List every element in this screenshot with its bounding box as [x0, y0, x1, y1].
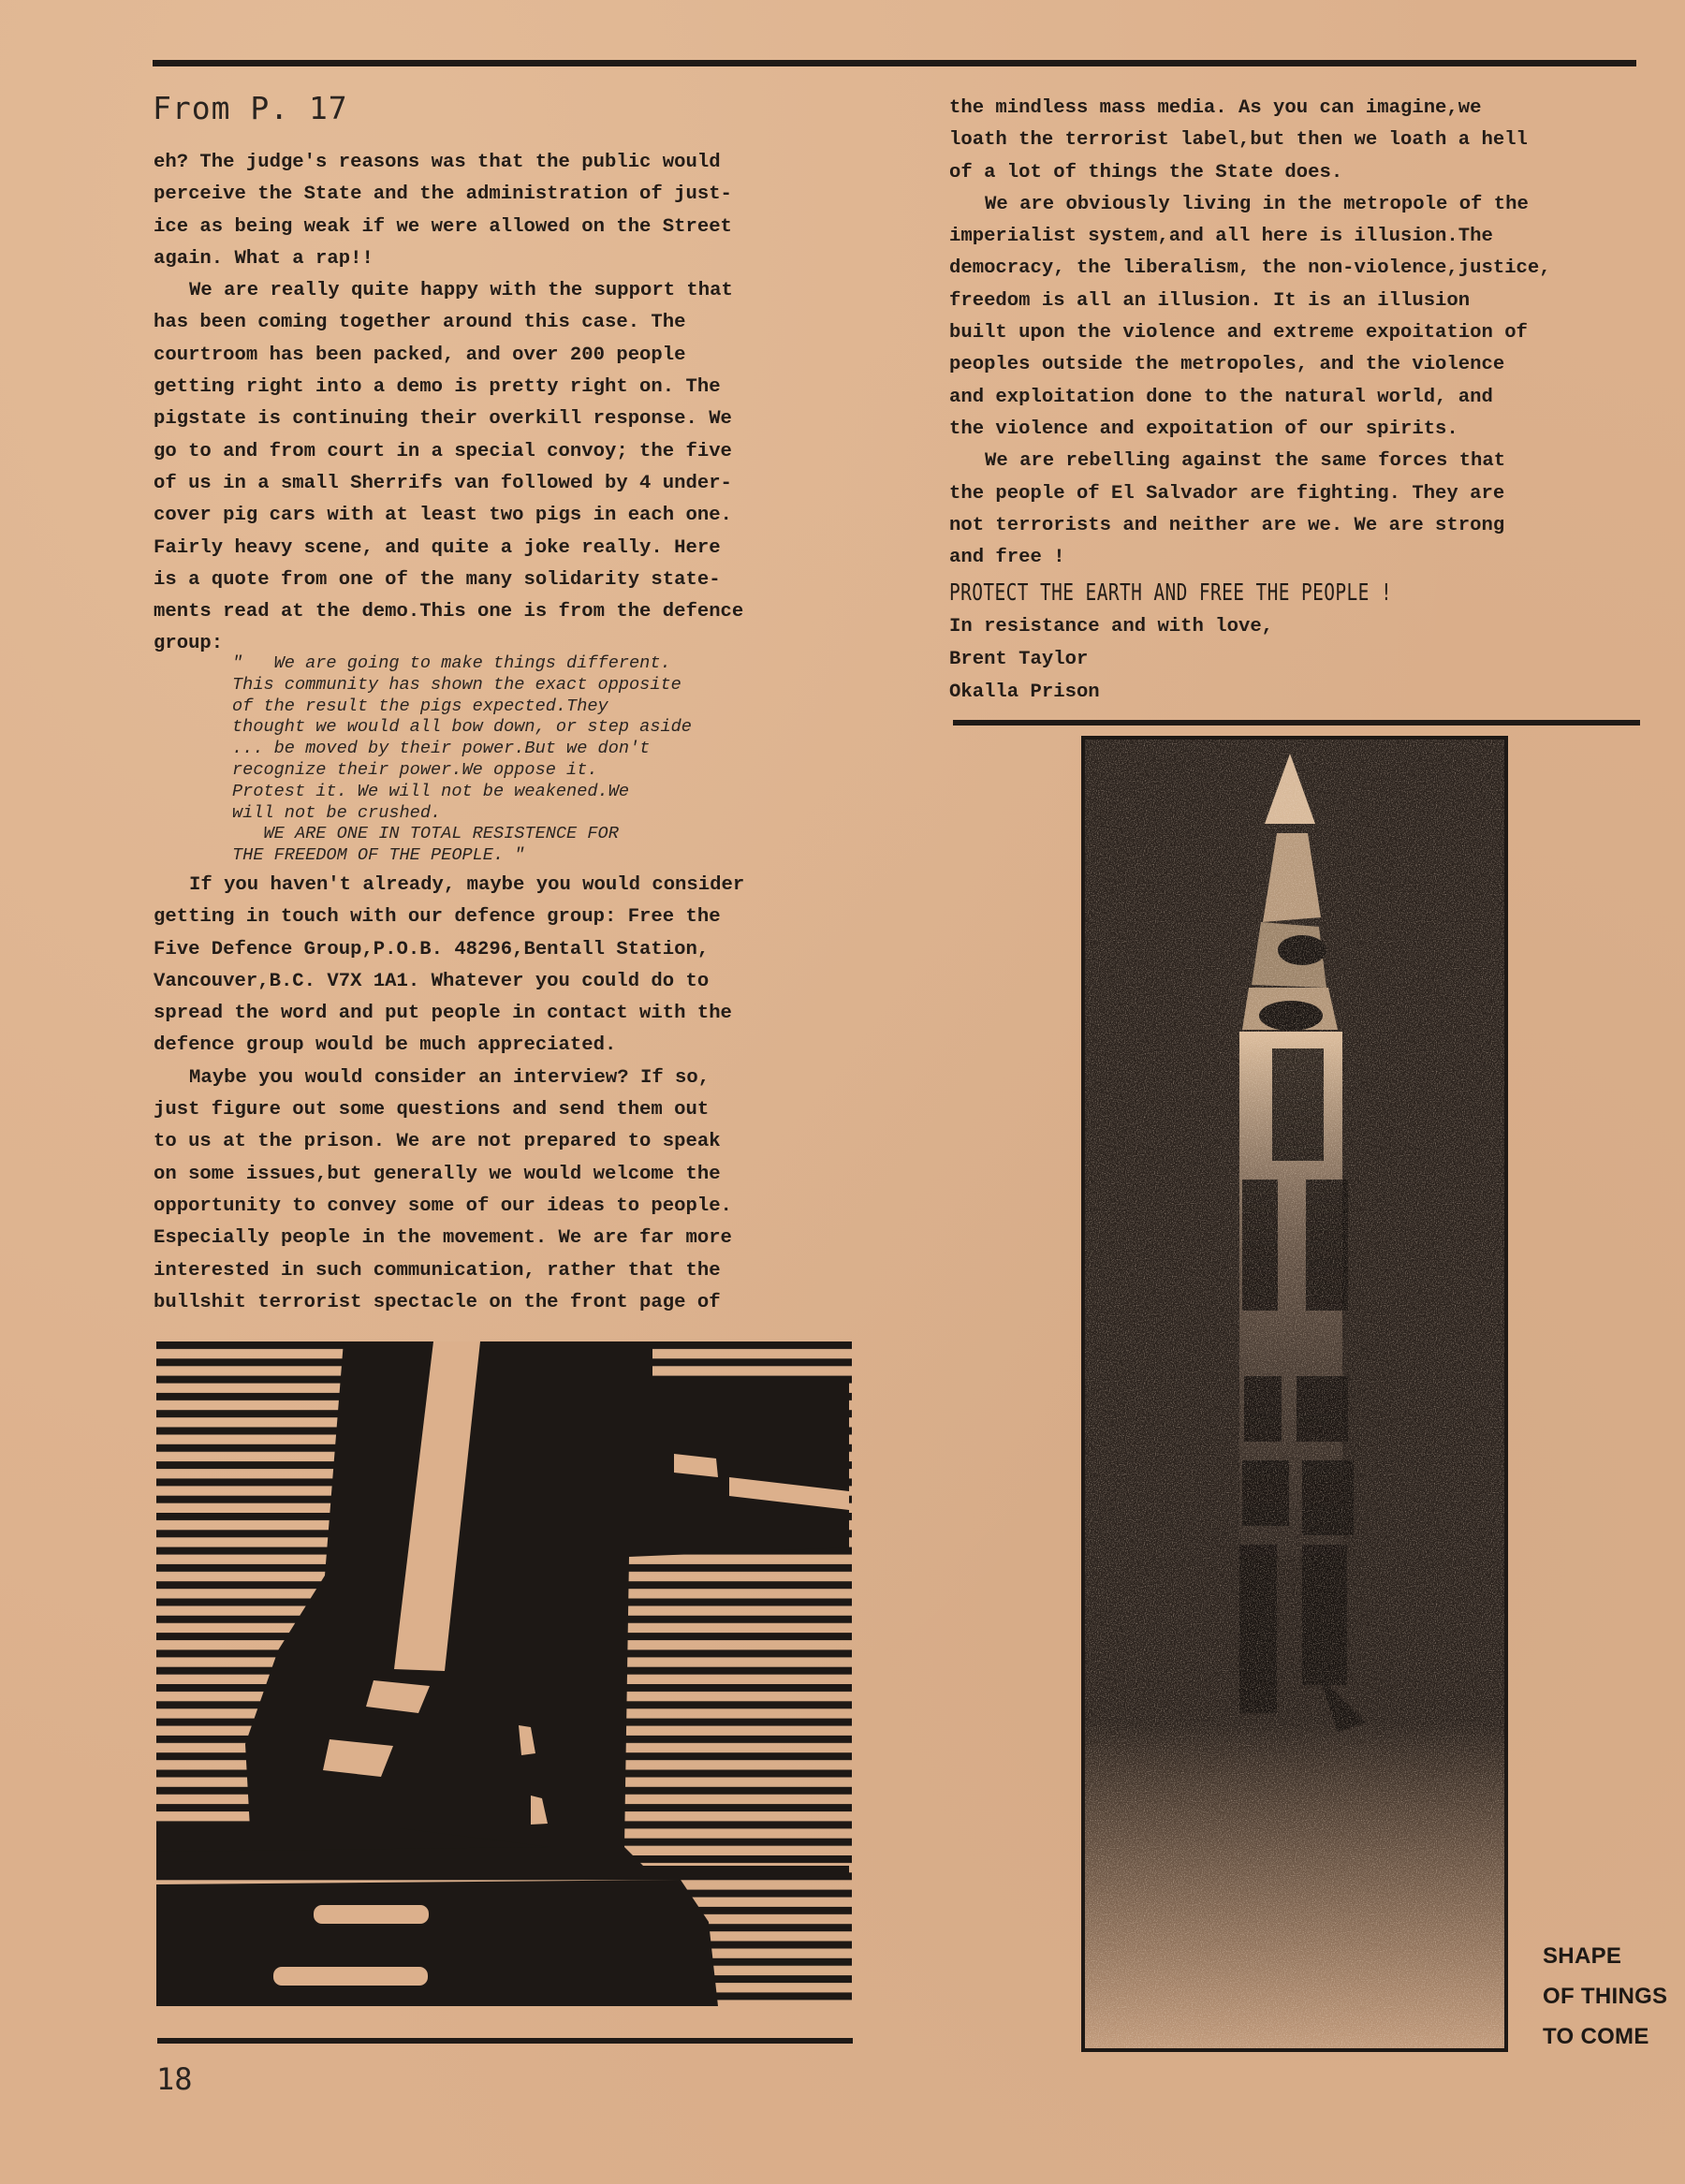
text-line: the people of El Salvador are fighting. They are — [949, 482, 1505, 505]
text-line: and free ! — [949, 547, 1065, 569]
rocket-photo — [1081, 736, 1508, 2052]
text-line: of us in a small Sherrifs van followed by 4 under- — [154, 472, 732, 494]
text-line: built upon the violence and extreme expoitation of — [949, 322, 1528, 344]
text-line: getting in touch with our defence group: Free the — [154, 906, 721, 929]
defence-group-quote — [232, 653, 692, 867]
text-line: go to and from court in a special convoy; the five — [154, 440, 732, 462]
text-line: ments read at the demo.This one is from the defence — [154, 601, 744, 623]
caption-line: OF THINGS — [1543, 1984, 1668, 2009]
quote-line: of the result the pigs expected.They — [232, 696, 608, 716]
quote-line: " We are going to make things different. — [232, 653, 671, 673]
text-line: group: — [154, 633, 224, 655]
text-line: interested in such communication, rather that the — [154, 1259, 721, 1282]
text-line: imperialist system,and all here is illusion.The — [949, 226, 1493, 248]
caption-line: SHAPE — [1543, 1943, 1622, 1969]
text-line: is a quote from one of the many solidarity state- — [154, 568, 721, 591]
text-line: perceive the State and the administration of just- — [154, 183, 732, 206]
caption-line: TO COME — [1543, 2024, 1649, 2049]
text-line: freedom is all an illusion. It is an illusion — [949, 289, 1471, 312]
text-line: again. What a rap!! — [154, 247, 374, 270]
text-line: We are really quite happy with the support that — [189, 280, 733, 302]
author-name: Brent Taylor — [949, 649, 1089, 670]
letter-closing — [949, 610, 1273, 709]
text-line: cover pig cars with at least two pigs in each one. — [154, 505, 732, 527]
quote-line: WE ARE ONE IN TOTAL RESISTENCE FOR — [232, 824, 619, 844]
top-rule — [153, 60, 1636, 66]
quote-line: Protest it. We will not be weakened.We — [232, 781, 630, 801]
text-line: the mindless mass media. As you can imagine,we — [949, 97, 1482, 119]
text-line: has been coming together around this case. The — [154, 312, 686, 334]
text-line: Especially people in the movement. We are far more — [154, 1227, 732, 1250]
text-line: spread the word and put people in contact with the — [154, 1003, 732, 1025]
text-line: the violence and expoitation of our spirits. — [949, 418, 1458, 440]
text-line: bullshit terrorist spectacle on the front page of — [154, 1291, 721, 1313]
quote-line: will not be crushed. — [232, 802, 442, 823]
author-location: Okalla Prison — [949, 682, 1100, 703]
bottom-rule — [157, 2038, 853, 2044]
text-line: courtroom has been packed, and over 200 people — [154, 344, 686, 366]
quote-line: ... be moved by their power.But we don't — [232, 739, 651, 759]
text-line: We are rebelling against the same forces that — [985, 450, 1506, 473]
continued-heading: From P. 17 — [153, 90, 348, 126]
quote-line: recognize their power.We oppose it. — [232, 759, 598, 780]
text-line: peoples outside the metropoles, and the violence — [949, 354, 1505, 376]
text-line: Vancouver,B.C. V7X 1A1. Whatever you could do to — [154, 970, 710, 992]
text-line: getting right into a demo is pretty right on. The — [154, 376, 721, 399]
page-number: 18 — [156, 2061, 193, 2097]
closing-salutation: In resistance and with love, — [949, 616, 1274, 638]
right-section-rule — [953, 720, 1640, 726]
text-line: pigstate is continuing their overkill response. We — [154, 408, 732, 431]
text-line: If you haven't already, maybe you would consider — [189, 874, 745, 896]
text-line: We are obviously living in the metropole of the — [985, 193, 1529, 215]
text-line: ice as being weak if we were allowed on the Street — [154, 215, 732, 238]
rocket-artwork — [1085, 740, 1504, 2048]
text-line: Fairly heavy scene, and quite a joke really. Here — [154, 536, 721, 559]
slogan: PROTECT THE EARTH AND FREE THE PEOPLE ! — [949, 579, 1393, 606]
text-line: to us at the prison. We are not prepared to speak — [154, 1131, 721, 1153]
text-line: Maybe you would consider an interview? If so, — [189, 1066, 711, 1089]
text-line: just figure out some questions and send them out — [154, 1099, 710, 1121]
text-line: loath the terrorist label,but then we loath a hell — [949, 129, 1528, 152]
text-line: on some issues,but generally we would welcome the — [154, 1163, 721, 1185]
quote-line: thought we would all bow down, or step aside — [232, 717, 692, 738]
left-column-text — [154, 147, 837, 661]
right-column-text — [949, 93, 1633, 574]
line-screen-illustration — [156, 1341, 852, 2006]
text-line: and exploitation done to the natural world, and — [949, 386, 1493, 408]
text-line: of a lot of things the State does. — [949, 161, 1343, 183]
text-line: Five Defence Group,P.O.B. 48296,Bentall Station, — [154, 938, 710, 960]
text-line: eh? The judge's reasons was that the public would — [154, 152, 721, 173]
line-screen-artwork — [156, 1341, 852, 2006]
text-line: not terrorists and neither are we. We are strong — [949, 514, 1505, 536]
text-line: defence group would be much appreciated. — [154, 1034, 617, 1057]
rocket-caption — [1543, 1936, 1667, 2057]
text-line: democracy, the liberalism, the non-violence,justice, — [949, 257, 1551, 280]
text-line: opportunity to convey some of our ideas to people. — [154, 1195, 732, 1217]
quote-line: This community has shown the exact opposite — [232, 674, 681, 695]
quote-line: THE FREEDOM OF THE PEOPLE. " — [232, 845, 525, 866]
left-column-text-continued — [154, 870, 837, 1319]
